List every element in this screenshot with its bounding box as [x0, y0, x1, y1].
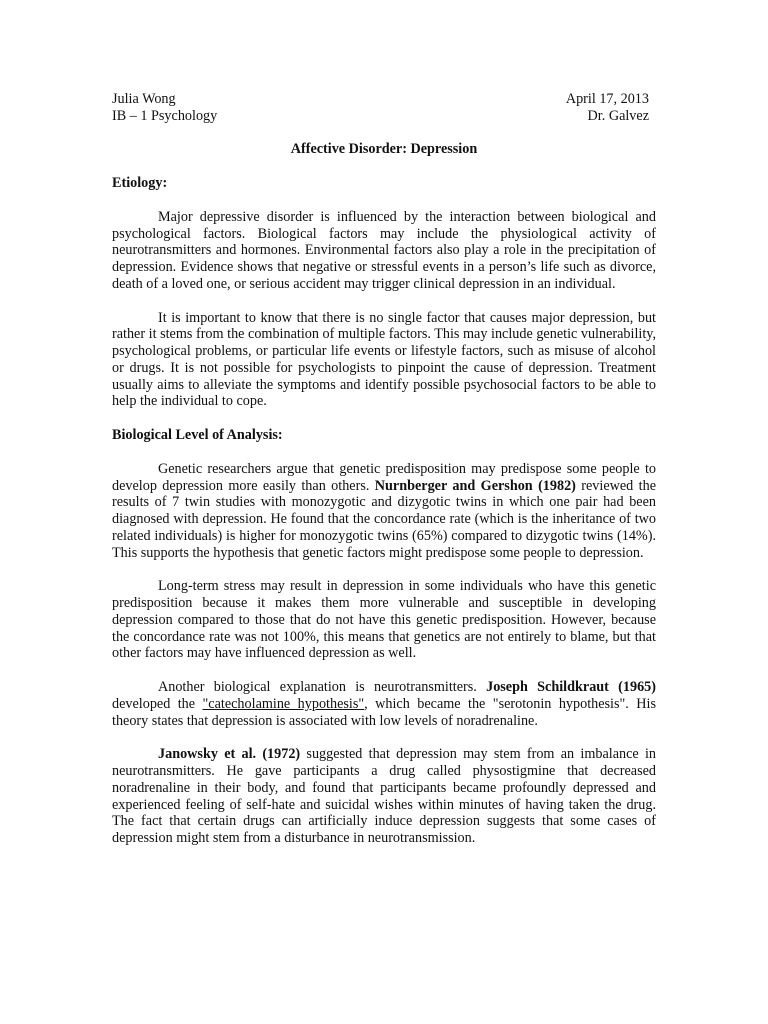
document-title: Affective Disorder: Depression	[290, 141, 478, 157]
paragraph: Major depressive disorder is influenced by the interaction between biological and psychological factors. Biological factors may include the physiological activity of neurotransmitters and hormones. Environmental factors also play a role in the precipitation of depression. Evidence shows that negative or stressful events in a person’s life such as divorce, death of a loved one, or serious accident may trigger clinical depression in an individual.	[112, 208, 656, 292]
header-left	[112, 91, 217, 125]
text-run: Genetic researchers argue that genetic predisposition may predispose some people to develop depression more easily than others.	[112, 460, 656, 494]
text-run: , which became the "serotonin hypothesis". His theory states that depression is associated with low levels of noradrenaline.	[112, 695, 656, 729]
hypothesis-link[interactable]: "catecholamine hypothesis"	[202, 695, 365, 712]
text-run: developed the	[112, 695, 203, 712]
text-run: reviewed the results of 7 twin studies with monozygotic and dizygotic twins in which one pair had been diagnosed with depression. He found that the concordance rate (which is the inheritance of two related individuals) is higher for monozygotic twins (65%) compared to dizygotic twins (14%). This supports the hypothesis that genetic factors might predispose some people to depression.	[112, 477, 656, 561]
author-name: Julia Wong	[112, 91, 176, 107]
citation: Janowsky et al. (1972)	[158, 746, 301, 763]
date: April 17, 2013	[565, 91, 649, 107]
paragraph	[112, 679, 656, 729]
citation: Joseph Schildkraut (1965)	[486, 679, 657, 695]
paragraph	[112, 746, 656, 847]
document-body	[112, 175, 656, 847]
text-run: Another biological explanation is neurotransmitters.	[158, 679, 487, 695]
section-heading-biological: Biological Level of Analysis:	[112, 427, 283, 443]
section-heading-etiology: Etiology:	[112, 175, 168, 191]
paragraph: It is important to know that there is no single factor that causes major depression, but rather it stems from the combination of multiple factors. This may include genetic vulnerability, psychological problems, or particular life events or lifestyle factors, such as misuse of alcohol or drugs. It is not possible for psychologists to pinpoint the cause of depression. Treatment usually aims to alleviate the symptoms and identify possible psychosocial factors to be able to help the individual to cope.	[112, 309, 656, 410]
text-run: suggested that depression may stem from an imbalance in neurotransmitters. He gave participants a drug called physostigmine that decreased noradrenaline in their body, and found that participants became profoundly depressed and experienced feeling of self-hate and suicidal wishes within minutes of having taken the drug. The fact that certain drugs can artificially induce depression suggests that some cases of depression might stem from a disturbance in neurotransmission.	[112, 746, 656, 846]
paragraph	[112, 461, 656, 562]
teacher-name: Dr. Galvez	[587, 108, 649, 124]
citation: Nurnberger and Gershon (1982)	[374, 477, 576, 494]
course-name: IB – 1 Psychology	[112, 108, 218, 124]
header-right	[566, 91, 649, 125]
paragraph: Long-term stress may result in depression in some individuals who have this genetic predisposition because it makes them more vulnerable and susceptible in developing depression compared to those that do not have this genetic predisposition. However, because the concordance rate was not 100%, this means that genetics are not entirely to blame, but that other factors may have influenced depression as well.	[112, 578, 656, 662]
